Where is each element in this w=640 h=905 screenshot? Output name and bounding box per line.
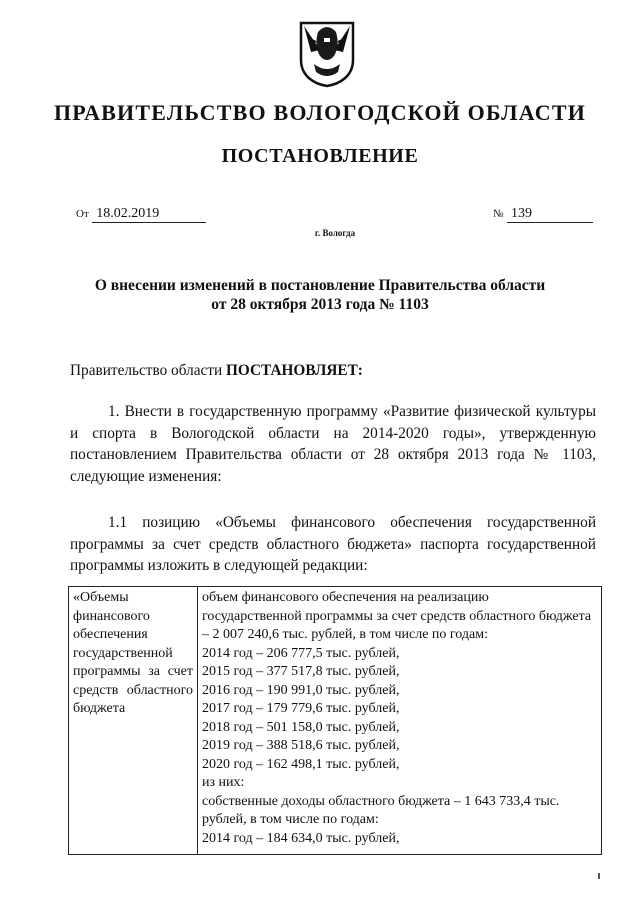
funding-details-cell: [198, 587, 602, 855]
government-title: ПРАВИТЕЛЬСТВО ВОЛОГОДСКОЙ ОБЛАСТИ: [53, 100, 587, 125]
number-label: №: [493, 208, 504, 220]
city-name: г. Вологда: [314, 228, 356, 238]
subject-line-2: от 28 октября 2013 года № 1103: [211, 296, 429, 313]
funding-line: собственные доходы областного бюджета – 1 643 733,4 тыс. рублей, в том числе по годам:: [202, 793, 560, 827]
resolve-word: ПОСТАНОВЛЯЕТ:: [226, 362, 363, 379]
date-label: От: [76, 208, 89, 220]
document-number: [493, 206, 593, 223]
scan-mark: [598, 873, 600, 879]
document-date: [76, 206, 206, 223]
coat-of-arms-emblem: [298, 20, 356, 88]
item-1-1-paragraph: 1.1 позицию «Объемы финансового обеспечения государственной программы за счет средств областного бюджета» паспорта государственной программы изложить в следующей редакции:: [70, 514, 596, 574]
resolve-prefix: Правительство области: [70, 362, 227, 379]
funding-label-cell: «Объемы финансового обеспечения государственной программы за счет средств областного бюджета: [69, 587, 198, 855]
funding-table: [68, 586, 602, 855]
funding-line: 2017 год – 179 779,6 тыс. рублей,: [202, 701, 400, 716]
table-row: [69, 587, 602, 855]
funding-line: 2014 год – 184 634,0 тыс. рублей,: [202, 830, 400, 846]
funding-line: из них:: [202, 775, 245, 790]
document-subject: [70, 276, 570, 314]
number-value: 139: [507, 206, 593, 223]
subject-line-1: О внесении изменений в постановление Правительства области: [94, 277, 546, 294]
resolve-paragraph: [70, 360, 596, 382]
document-type: ПОСТАНОВЛЕНИЕ: [221, 145, 419, 167]
funding-line: 2014 год – 206 777,5 тыс. рублей,: [202, 645, 400, 661]
funding-line: 2015 год – 377 517,8 тыс. рублей,: [202, 664, 400, 679]
funding-line: 2016 год – 190 991,0 тыс. рублей,: [202, 682, 400, 698]
funding-line: 2018 год – 501 158,0 тыс. рублей,: [202, 719, 400, 735]
funding-line: 2020 год – 162 498,1 тыс. рублей,: [202, 756, 400, 772]
item-1-paragraph: 1. Внести в государственную программу «Развитие физической культуры и спорта в Вологодской области на 2014-2020 годы», утвержденную постановлением Правительства области от 28 октября 2013 года № 1103, следующие изменения:: [70, 403, 596, 485]
funding-line: государственной программы за счет средств областного бюджета – 2 007 240,6 тыс. рублей, в том числе по годам:: [202, 608, 592, 642]
funding-line: объем финансового обеспечения на реализацию: [202, 590, 489, 605]
funding-line: 2019 год – 388 518,6 тыс. рублей,: [202, 738, 400, 753]
date-value: 18.02.2019: [92, 206, 206, 223]
